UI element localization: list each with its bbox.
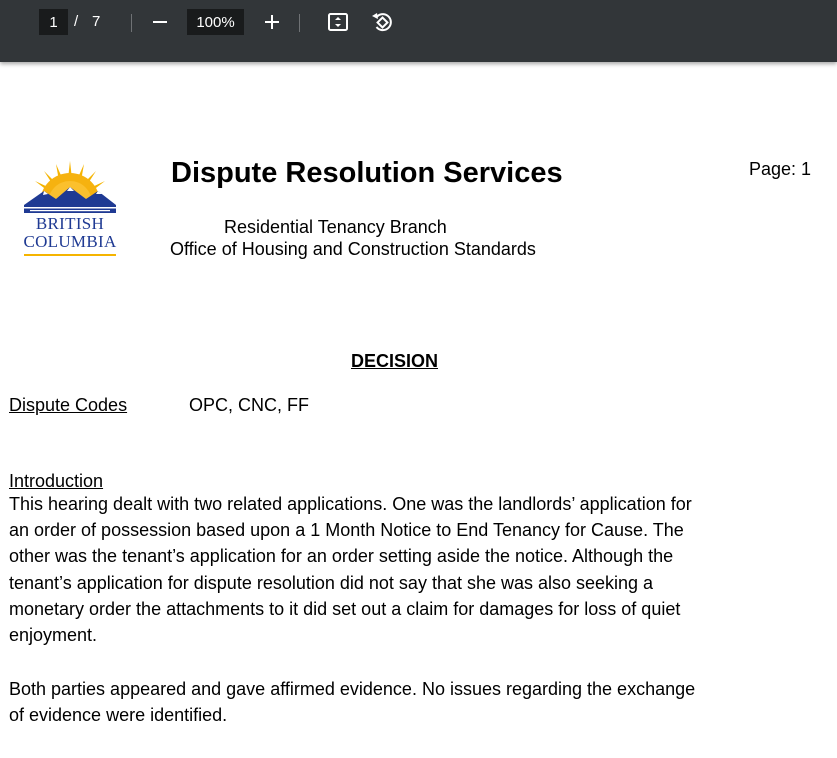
minus-icon (152, 14, 168, 30)
paragraph-line: Both parties appeared and gave affirmed evidence. No issues regarding the exchange (9, 679, 696, 699)
subtitle-office: Office of Housing and Construction Standards (170, 239, 536, 259)
dispute-codes-label: Dispute Codes (9, 395, 128, 415)
introduction-heading: Introduction (9, 471, 104, 491)
pdf-page (0, 62, 837, 758)
subtitle-branch: Residential Tenancy Branch (224, 217, 447, 237)
paragraph-line: tenant’s application for dispute resolution did not say that she was also seeking a (9, 572, 654, 593)
paragraph-line: of evidence were identified. (9, 705, 228, 726)
toolbar-divider (299, 14, 300, 32)
logo-text-columbia: COLUMBIA (23, 232, 117, 251)
bc-sun-mountain-emblem (10, 157, 130, 217)
paragraph-line: enjoyment. (9, 625, 98, 646)
zoom-out-button[interactable] (146, 8, 174, 36)
paragraph-line: This hearing dealt with two related applications. One was the landlords’ application for (9, 494, 692, 514)
evidence-paragraph (9, 676, 809, 728)
total-pages: 7 (92, 13, 101, 30)
fit-page-icon (327, 11, 349, 33)
page-label: Page: 1 (749, 159, 812, 179)
bc-logo (10, 157, 130, 261)
fit-page-button[interactable] (324, 8, 352, 36)
paragraph-line: other was the tenant’s application for an order setting aside the notice. Although the (9, 546, 674, 567)
paragraph-line: an order of possession based upon a 1 Month Notice to End Tenancy for Cause. The (9, 520, 684, 541)
document-title: Dispute Resolution Services (171, 157, 563, 189)
page-number-input[interactable] (39, 9, 68, 35)
page-separator: / (74, 13, 79, 30)
rotate-button[interactable] (368, 8, 396, 36)
zoom-in-button[interactable] (258, 8, 286, 36)
logo-text-british: BRITISH (35, 214, 105, 233)
dispute-codes-value: OPC, CNC, FF (189, 395, 309, 415)
zoom-level-input[interactable] (187, 9, 244, 35)
decision-heading: DECISION (351, 351, 439, 371)
toolbar-divider (131, 14, 132, 32)
pdf-toolbar (0, 0, 837, 62)
introduction-paragraph (9, 491, 809, 648)
rotate-icon (370, 10, 394, 34)
paragraph-line: monetary order the attachments to it did set out a claim for damages for loss of quiet (9, 598, 681, 619)
plus-icon (264, 14, 280, 30)
logo-underline (24, 254, 116, 256)
